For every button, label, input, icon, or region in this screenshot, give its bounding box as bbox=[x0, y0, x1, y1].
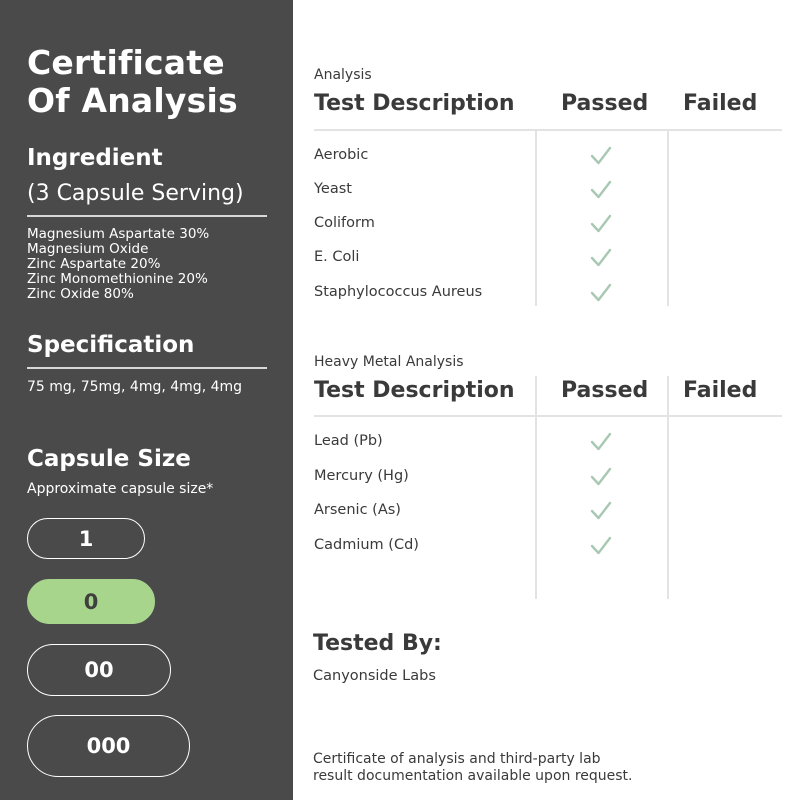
ingredient-heading: Ingredient bbox=[27, 145, 163, 171]
heavy-metal-section-label: Heavy Metal Analysis bbox=[314, 354, 464, 370]
ingredient-item: Magnesium Oxide bbox=[27, 241, 149, 257]
capsule-size-subheading: Approximate capsule size* bbox=[27, 481, 214, 497]
footer-line: Certificate of analysis and third-party lab bbox=[313, 751, 601, 767]
check-icon bbox=[590, 500, 612, 522]
analysis-column-divider bbox=[667, 129, 669, 306]
specification-heading: Specification bbox=[27, 332, 195, 358]
analysis-row-e-coli: E. Coli bbox=[314, 249, 360, 265]
capsule-size-0-button[interactable]: 0 bbox=[27, 579, 155, 624]
analysis-row-aerobic: Aerobic bbox=[314, 147, 369, 163]
specification-divider bbox=[27, 367, 267, 369]
check-icon bbox=[590, 535, 612, 557]
heavy-metal-row-arsenic: Arsenic (As) bbox=[314, 502, 401, 518]
ingredient-item: Magnesium Aspartate 30% bbox=[27, 226, 210, 242]
check-icon bbox=[590, 466, 612, 488]
footer-note bbox=[313, 751, 633, 785]
analysis-header-description: Test Description bbox=[314, 91, 515, 116]
tested-by-lab: Canyonside Labs bbox=[313, 668, 436, 684]
ingredient-item: Zinc Monomethionine 20% bbox=[27, 271, 208, 287]
specification-value: 75 mg, 75mg, 4mg, 4mg, 4mg bbox=[27, 379, 243, 395]
heavy-metal-row-lead: Lead (Pb) bbox=[314, 433, 383, 449]
capsule-size-000-button[interactable]: 000 bbox=[27, 715, 190, 777]
heavy-metal-header-description: Test Description bbox=[314, 378, 515, 403]
ingredient-subheading: (3 Capsule Serving) bbox=[27, 181, 244, 206]
page-title bbox=[27, 44, 238, 120]
heavy-metal-header-rule bbox=[314, 415, 782, 417]
analysis-column-divider bbox=[535, 129, 537, 306]
check-icon bbox=[590, 213, 612, 235]
analysis-header-failed: Failed bbox=[683, 91, 758, 116]
heavy-metal-row-cadmium: Cadmium (Cd) bbox=[314, 537, 419, 553]
heavy-metal-header-passed: Passed bbox=[561, 378, 649, 403]
ingredient-divider bbox=[27, 215, 267, 217]
capsule-size-1-button[interactable]: 1 bbox=[27, 518, 145, 559]
footer-line: result documentation available upon request. bbox=[313, 768, 633, 784]
analysis-row-coliform: Coliform bbox=[314, 215, 375, 231]
heavy-metal-header-failed: Failed bbox=[683, 378, 758, 403]
title-line-1: Certificate bbox=[27, 43, 225, 82]
analysis-row-staphylococcus: Staphylococcus Aureus bbox=[314, 284, 483, 300]
ingredient-list bbox=[27, 227, 209, 302]
check-icon bbox=[590, 145, 612, 167]
ingredient-item: Zinc Oxide 80% bbox=[27, 286, 134, 302]
tested-by-heading: Tested By: bbox=[313, 631, 442, 656]
analysis-row-yeast: Yeast bbox=[314, 181, 352, 197]
ingredient-item: Zinc Aspartate 20% bbox=[27, 256, 161, 272]
heavy-metal-column-divider bbox=[535, 376, 537, 599]
capsule-size-00-button[interactable]: 00 bbox=[27, 644, 171, 696]
check-icon bbox=[590, 431, 612, 453]
title-line-2: Of Analysis bbox=[27, 81, 238, 120]
analysis-header-passed: Passed bbox=[561, 91, 649, 116]
heavy-metal-row-mercury: Mercury (Hg) bbox=[314, 468, 409, 484]
capsule-size-heading: Capsule Size bbox=[27, 446, 191, 472]
analysis-header-rule bbox=[314, 129, 782, 131]
heavy-metal-column-divider bbox=[667, 376, 669, 599]
check-icon bbox=[590, 179, 612, 201]
check-icon bbox=[590, 247, 612, 269]
check-icon bbox=[590, 282, 612, 304]
sidebar bbox=[0, 0, 293, 800]
main-panel bbox=[293, 0, 800, 800]
analysis-section-label: Analysis bbox=[314, 67, 372, 83]
